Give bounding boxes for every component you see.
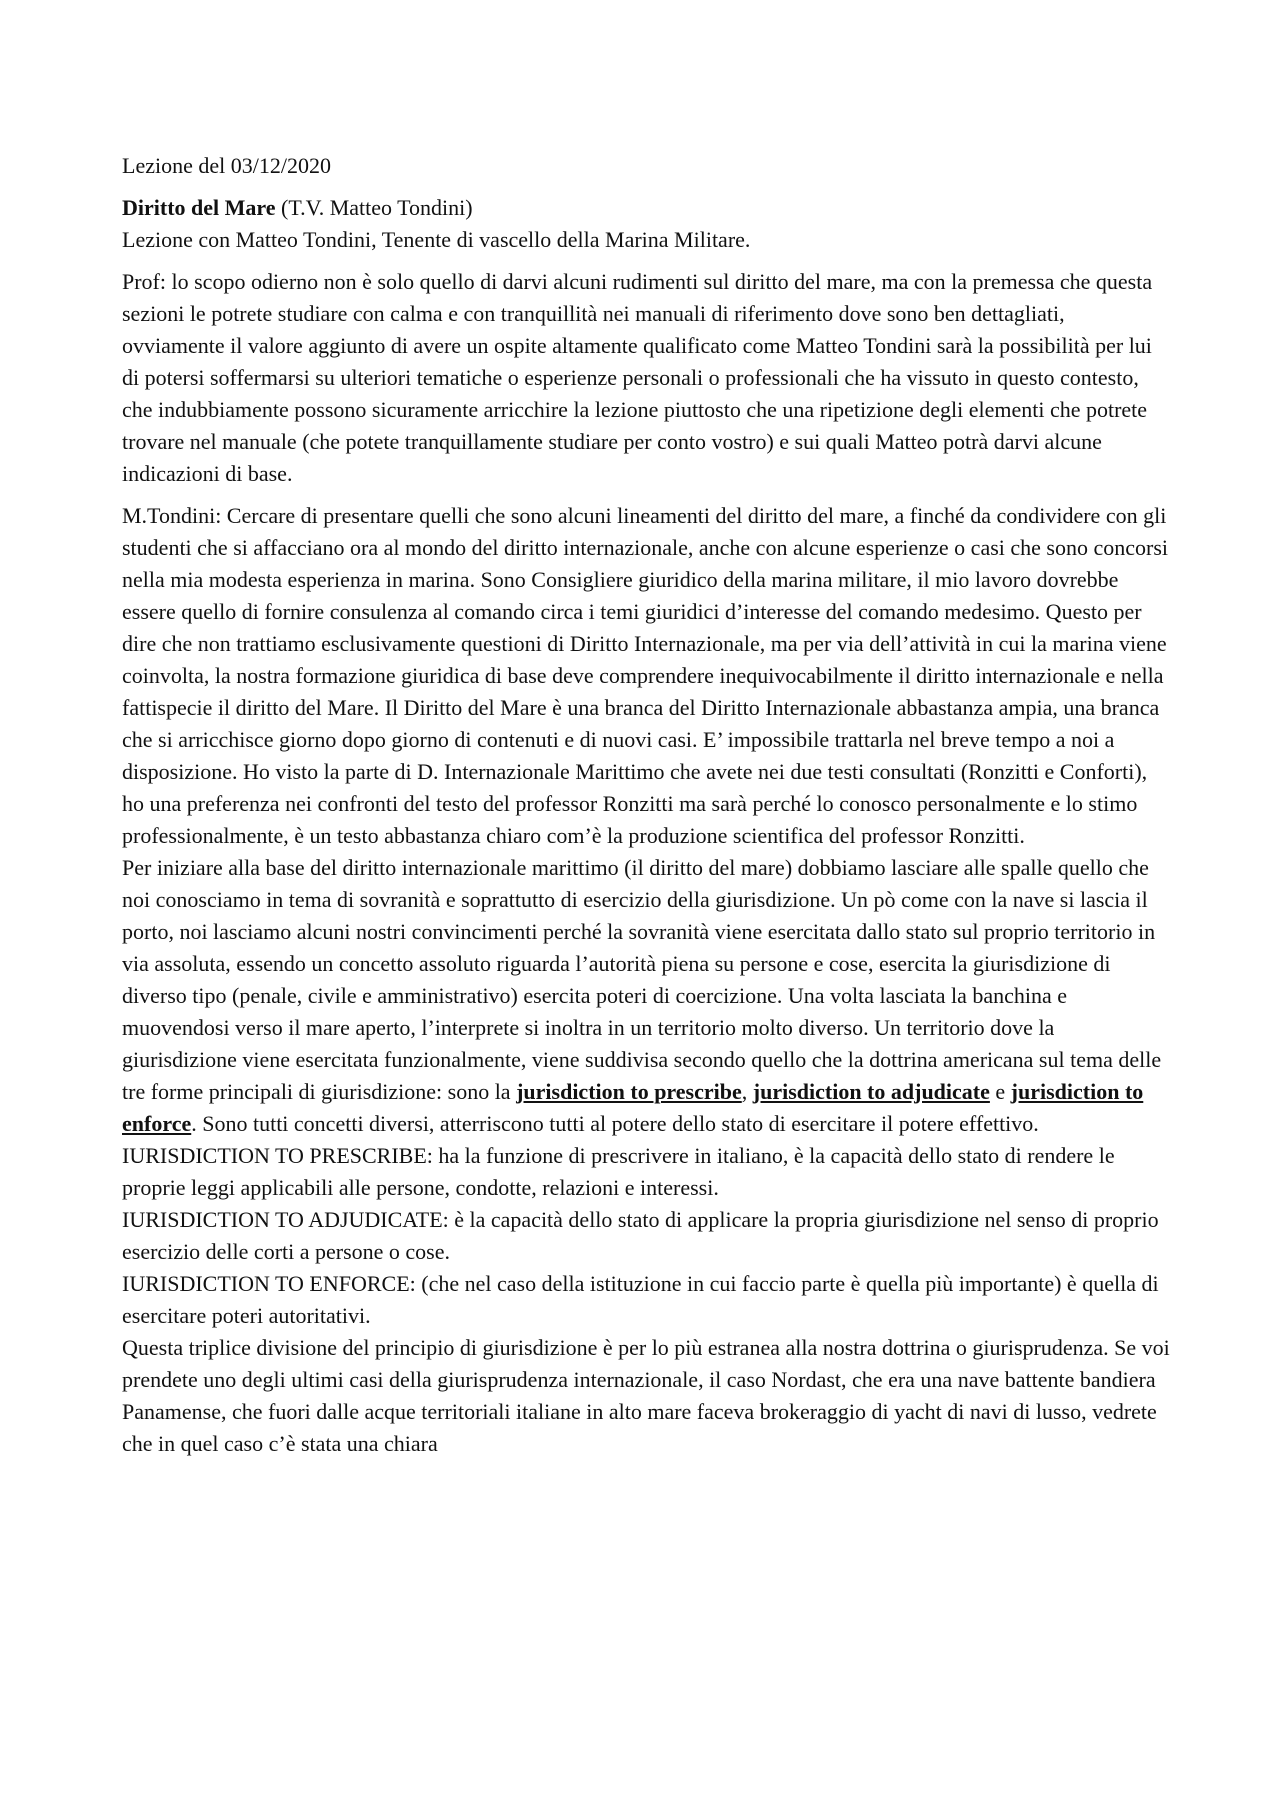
term-jurisdiction-to-adjudicate: jurisdiction to adjudicate	[752, 1079, 990, 1104]
jurisdiction-intro: Per iniziare alla base del diritto internazionale marittimo (il diritto del mare) dobbiamo lasciare alle spalle quello che noi conosciamo in tema di sovranità e soprattutto di esercizio della giurisdizione. Un pò come con la nave si lascia il porto, noi lasciamo alcuni nostri convincimenti perché la sovranità viene esercitata dallo stato sul proprio territorio in via assoluta, essendo un concetto assoluto riguarda l’autorità piena su persone e cose, esercita la giurisdizione di diverso tipo (penale, civile e amministrativo) esercita poteri di coercizione. Una volta lasciata la banchina e muovendosi verso il mare aperto, l’interprete si inoltra in un territorio molto diverso. Un territorio dove la giurisdizione viene esercitata funzionalmente, viene suddivisa secondo quello che la dottrina americana sul tema delle tre forme principali di giurisdizione: sono la	[122, 855, 1162, 1104]
closing-paragraph: Questa triplice divisione del principio di giurisdizione è per lo più estranea alla nostra dottrina o giurisprudenza. Se voi prendete uno degli ultimi casi della giurisprudenza internazionale, il caso Nordast, che era una nave battente bandiera Panamense, che fuori dalle acque territoriali italiane in alto mare faceva brokeraggio di yacht di navi di lusso, vedrete che in quel caso c’è stata una chiara	[122, 1335, 1170, 1456]
definition-adjudicate: IURISDICTION TO ADJUDICATE: è la capacità dello stato di applicare la propria giurisdizione nel senso di proprio esercizio delle corti a persone o cose.	[122, 1207, 1159, 1264]
term-jurisdiction-to-enforce: jurisdiction to enforce	[122, 1079, 1144, 1136]
definition-prescribe: IURISDICTION TO PRESCRIBE: ha la funzione di prescrivere in italiano, è la capacità dello stato di rendere le proprie leggi applicabili alle persone, condotte, relazioni e interessi.	[122, 1143, 1115, 1200]
term-jurisdiction-to-prescribe: jurisdiction to prescribe	[516, 1079, 742, 1104]
lesson-title-line	[122, 192, 1172, 224]
lesson-title: Diritto del Mare	[122, 195, 276, 220]
term-separator: e	[989, 1079, 1011, 1104]
term-separator: ,	[741, 1079, 753, 1104]
definition-enforce: IURISDICTION TO ENFORCE: (che nel caso della istituzione in cui faccio parte è quella più importante) è quella di esercitare poteri autoritativi.	[122, 1271, 1159, 1328]
tondini-paragraph: M.Tondini: Cercare di presentare quelli che sono alcuni lineamenti del diritto del mare, a finché da condividere con gli studenti che si affacciano ora al mondo del diritto internazionale, anche con alcune esperienze o casi che sono concorsi nella mia modesta esperienza in marina. Sono Consigliere giuridico della marina militare, il mio lavoro dovrebbe essere quello di fornire consulenza al comando circa i temi giuridici d’interesse del comando medesimo. Questo per dire che non trattiamo esclusivamente questioni di Diritto Internazionale, ma per via dell’attività in cui la marina viene coinvolta, la nostra formazione giuridica di base deve comprendere inequivocabilmente il diritto internazionale e nella fattispecie il diritto del Mare. Il Diritto del Mare è una branca del Diritto Internazionale abbastanza ampia, una branca che si arricchisce giorno dopo giorno di contenuti e di nuovi casi. E’ impossibile trattarla nel breve tempo a noi a disposizione. Ho visto la parte di D. Internazionale Marittimo che avete nei due testi consultati (Ronzitti e Conforti), ho una preferenza nei confronti del testo del professor Ronzitti ma sarà perché lo conosco personalmente e lo stimo professionalmente, è un testo abbastanza chiaro com’è la produzione scientifica del professor Ronzitti.	[122, 503, 1168, 848]
jurisdiction-outro: . Sono tutti concetti diversi, atterriscono tutti al potere dello stato di esercitare il potere effettivo.	[191, 1111, 1039, 1136]
lesson-speaker: (T.V. Matteo Tondini)	[275, 195, 473, 220]
document-page	[122, 150, 1172, 1460]
lesson-date: Lezione del 03/12/2020	[122, 153, 331, 178]
jurisdiction-paragraph	[122, 852, 1172, 1140]
prof-paragraph: Prof: lo scopo odierno non è solo quello di darvi alcuni rudimenti sul diritto del mare, ma con la premessa che questa sezioni le potrete studiare con calma e con tranquillità nei manuali di riferimento dove sono ben dettagliati, ovviamente il valore aggiunto di avere un ospite altamente qualificato come Matteo Tondini sarà la possibilità per lui di potersi soffermarsi su ulteriori tematiche o esperienze personali o professionali che ha vissuto in questo contesto, che indubbiamente possono sicuramente arricchire la lezione piuttosto che una ripetizione degli elementi che potrete trovare nel manuale (che potete tranquillamente studiare per conto vostro) e sui quali Matteo potrà darvi alcune indicazioni di base.	[122, 269, 1153, 486]
lesson-subtitle: Lezione con Matteo Tondini, Tenente di vascello della Marina Militare.	[122, 227, 751, 252]
